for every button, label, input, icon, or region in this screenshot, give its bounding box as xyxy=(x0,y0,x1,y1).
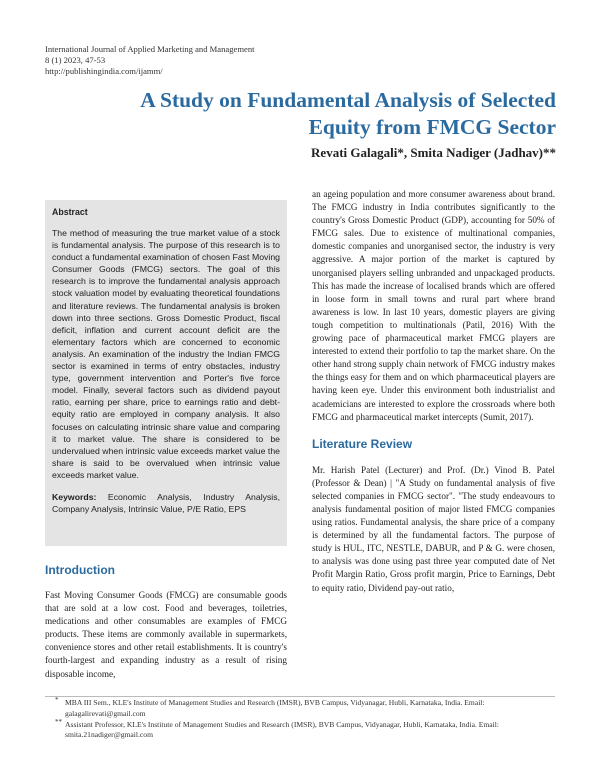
paper-title xyxy=(60,87,556,141)
footnote-2 xyxy=(45,717,560,742)
footnote-1-mark: * xyxy=(55,696,59,704)
footnote-1 xyxy=(45,698,560,720)
right-column xyxy=(312,188,555,595)
journal-name: International Journal of Applied Marketing and Management xyxy=(45,44,255,54)
abstract-text: The method of measuring the true market value of a stock is fundamental analysis. The purpose of this research is to conduct a fundamental examination of chosen Fast Moving Consumer Goods (FMCG) sectors. The goal of this research is to improve the fundamental analysis approach stock valuation model by evaluating theoretical foundations and literature reviews. The fundamental analysis is broken down into three sections. Gross Domestic Product, fiscal deficit, inflation and current account deficit are the elementary factors which are concerned to economic analysis. An examination of the industry the Indian FMCG sector is examined in terms of entry obstacles, industry type, government intervention and Porter's five force model. Finally, several factors such as dividend payout ratio, earning per share, price to earnings ratio and debt-equity ratio are employed in company analysis. It also focuses on calculating intrinsic share value and comparing it to market value. The share is considered to be undervalued when intrinsic value exceeds market value the share is said to be overvalued when intrinsic value exceeds market value. xyxy=(52,228,280,480)
authors: Revati Galagali*, Smita Nadiger (Jadhav)** xyxy=(311,145,556,160)
keywords-label: Keywords: xyxy=(52,491,97,502)
introduction-section xyxy=(45,563,287,681)
footnote-1-text: MBA III Sem., KLE's Institute of Management Studies and Research (IMSR), BVB Campus, Vidyanagar, Hubli, Karnataka, India. Email: galagalirevati@gmail.com xyxy=(65,698,485,718)
journal-url[interactable]: http://publishingindia.com/ijamm/ xyxy=(45,66,163,77)
intro-continued-text: an ageing population and more consumer awareness about brand. The FMCG industry in India contributes significantly to the country's Gross Domestic Product (GDP), accounting for 50% of FMCG sales. Due to existence of multinational companies, domestic companies and unorganised sector, the industry is very aggressive. A major portion of the market is captured by unorganised players selling unbranded and unpackaged products. This has made the increase of localised brands which are offered in loose form in small towns and rural part where brand awareness is low. In last 10 years, domestic players are giving tough competition to multinationals (Patil, 2016) With the growing pace of pharmaceutical market FMCG players are interested to extend their portfolio to tap the market share. On the other hand strong supply chain network of FMCG industry makes the things easy for them and on which pharmaceutical players are having keen eye. Under this environment both industrialist and academicians are interested to explore the crossroads where both FMCG and pharmaceutical market intercepts (Sumit, 2017). xyxy=(312,189,555,422)
abstract-heading: Abstract xyxy=(52,207,88,217)
journal-issue: 8 (1) 2023, 47-53 xyxy=(45,55,106,66)
abstract-box xyxy=(45,200,287,546)
journal-header xyxy=(45,44,255,78)
keywords xyxy=(52,491,280,515)
title-line-1: A Study on Fundamental Analysis of Selected xyxy=(140,88,556,112)
footnote-2-mark: ** xyxy=(55,717,62,726)
footnotes xyxy=(45,698,560,741)
introduction-heading: Introduction xyxy=(45,563,115,577)
literature-review-text: Mr. Harish Patel (Lecturer) and Prof. (Dr.) Vinod B. Patel (Professor & Dean) | "A Study on fundamental analysis of five selected companies in FMCG sector". "The study endeavours to analysis fundamental position of major listed FMCG companies using ratios. Fundamental analysis, the share price of a company is determined by all the fundamental factors. The purpose of study is HUL, ITC, NESTLE, DABUR, and P & G. were chosen, to analysis was done using past three year computed date of Net Profit Margin Ratio, Gross profit margin, Price to Earnings, Debt to equity ratio, Dividend pay-out ratio, xyxy=(312,464,555,593)
title-line-2: Equity from FMCG Sector xyxy=(308,115,556,139)
footnote-divider xyxy=(45,696,555,697)
keywords-text: Economic Analysis, Industry Analysis, Company Analysis, Intrinsic Value, P/E Ratio, EPS xyxy=(52,491,280,515)
literature-review-heading: Literature Review xyxy=(312,436,413,451)
introduction-text: Fast Moving Consumer Goods (FMCG) are consumable goods that are sold at a low cost. Food and beverages, toiletries, medications and other consumables are examples of FMCG products. These items are commonly available in supermarkets, convenience stores and other retail establishments. It is country's fourth-largest and expanding industry as a result of rising disposable income, xyxy=(45,590,287,679)
footnote-2-text: Assistant Professor, KLE's Institute of Management Studies and Research (IMSR), BVB Campus, Vidyanagar, Hubli, Karnataka, India. Email: smita.21nadiger@gmail.com xyxy=(65,719,499,740)
